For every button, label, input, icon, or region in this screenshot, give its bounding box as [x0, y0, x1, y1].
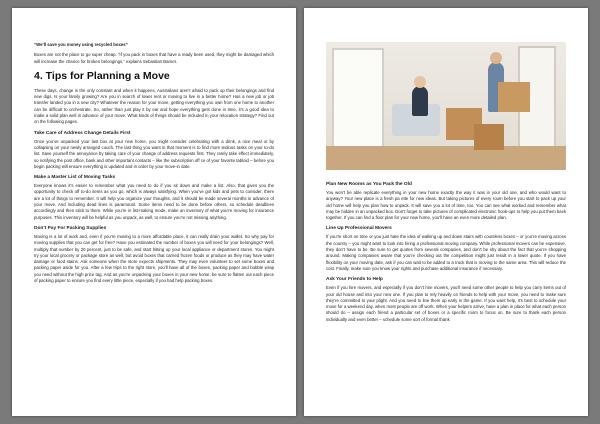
quote-heading: “We’ll save you money using recycled boxes”: [34, 42, 128, 47]
section-heading-packing-supplies: Don’t Pay For Packing Supplies: [34, 225, 107, 231]
window-shape: [332, 48, 384, 160]
page-title: 4. Tips for Planning a Move: [34, 69, 170, 82]
section-body-address-change: Once you’ve unpacked your last box at your new home, you might consider celebrating with a drink, a nice meal or by collapsing on your newly arranged couch. The last thing you want in that moment is to find more tedious tasks on your to-do list. Save yourself the annoyance by taking care of your change of address requests first. They rarely take effect immediately, so notifying the post office, bank and other important contacts – like the subscription off ce of your favorite tabloid – before you begin packing will ensure everything is updated and in order by your move-in date.: [34, 138, 274, 169]
moving-photo: [326, 42, 566, 170]
section-heading-plan-rooms: Plan New Rooms as You Pack the Old: [326, 182, 412, 187]
section-heading-address-change: Take Care of Address Change Details First: [34, 130, 131, 136]
floor-shape: [326, 146, 566, 170]
section-body-master-list: Everyone knows it’s easier to remember what you need to do if you sit down and make a list. Also, that gives you the opportunity to check off to-do items as you go, which is always satisfying. When you’ve got kids and pets to consider, there are a lot of things to remember. It will help you organize your thoughts, and it should be made several months in advance of your move. And including dead lines is paramount. Some items need to be done before others, so schedule deadlines accordingly and then stick to them. While you’re in list-making mode, make an inventory of what you’re moving for insurance purposes. This inventory will be helpful as you unpack, as well, to ensure you’re not missing anything.: [34, 183, 274, 220]
section-body-friends: Even if you hire movers, and especially if you don’t hire movers, you’ll need some other people to help you carry items out of your old house and into your new one. If you plan to rely heavily on friends to help with your move, you need to make sure they’re committed to your plight. And you need to line them up early in the game. If you want help, it’s best to schedule your move for a weekend day, when most people are off work. When your helpers arrive, have a plan in place for what each person should do – assign each friend a particular set of boxes or a specific room to focus on. Be sure to thank each person individually and even better – schedule some sort of formal thank: [326, 285, 566, 322]
section-heading-master-list: Make a Master List of Moving Tasks: [34, 175, 116, 181]
document-spread: [12, 8, 588, 416]
section-body-movers: If you’re short on time or you just hate the idea of walking up and down stairs with countless boxes – or you’re moving across the country – you might want to look into hiring a professional moving company. While professional movers can be expensive, they don’t have to be. Be sure to get quotes from several companies, and don’t be shy about the fact that you’re shopping around. Making companies aware that you’re checking out the competition might just result in a lower quote. If you have flexibility on your moving date, ask if you can wait to be added to a truck that is moving to the same area. This will reduce the cost. Finally, make sure you know your rights and purchase additional insurance if necessary.: [326, 234, 566, 271]
box-shape-2: [474, 124, 504, 150]
section-body-packing-supplies: Moving is a lot of work and, even if you’re moving to a more affordable place, it can really drain your wallet. So why pay for moving supplies that you can get for free? Have you estimated the number of boxes you will need for your belongings? Well, multiply that number by 20 percent, just to be safe, and start hitting up your local appliance or department stores. You might try your local grocery or package store as well, but avoid boxes that carried frozen foods or produce as they may have water damage or food stains. Ask someone when the store expects shipments. They may even volunteer to set some boxes and packing paper aside for you. After a few trips to the right store, you’ll have all of the boxes, packing paper and bubble wrap you need without the high price tag. And as you’re unpacking your boxes in your new home, be sure to flatten out each piece of packing paper to ensure you find every little piece, especially if you had help packing boxes.: [34, 233, 274, 284]
person-standing-head: [490, 52, 502, 64]
right-page: [304, 8, 588, 416]
person-sitting-head: [414, 76, 426, 88]
section-body-plan-rooms: You won’t be able replicate everything in your new home exactly the way it was in your old one, and who would want to anyway? Your new place is a fresh pa ette for new ideas. But taking pictures of every room before you start to pack up your old home will help you plan how to unpack. It will save you a lot of time, too. You can see what worked and remember what may be hidden in an unpacked box. Don’t forget to take pictures of complicated electronic hook-ups to help you put them back together. If you can find a floor plan for your new home, you’ll have an even more detailed plan.: [326, 190, 566, 221]
person-sitting-shape: [412, 86, 428, 116]
section-heading-friends: Ask Your Friends to Help: [326, 277, 383, 283]
intro-paragraph: These days, change is the only constant and when it happens, Australians aren’t afraid to pack up their belongings and find new digs. Is your family growing? Are you in search of lower rent or moving to live in a better home? Has a new job or job transfer landed you in a new city? Whatever the reason for your move, getting everything you own from one home to another can be difficult to orchestrate. So, rather than just play it by ear and hope everything gets done in time, it’s a good idea to make a solid plan well in advance of your move. What kinds of things should be included in your relocation strategy? Find out on the following pages.: [34, 87, 274, 125]
left-page: [12, 8, 296, 416]
box-shape-3: [498, 82, 530, 112]
section-heading-movers: Line Up Professional Movers: [326, 226, 392, 232]
quote-paragraph: Boxes are not the place to go super cheap. “If you pack in boxes that have a ready been used, they might be damaged which will increase the chance for broken belongings,” explains Sebastian Barnet.: [34, 52, 274, 64]
